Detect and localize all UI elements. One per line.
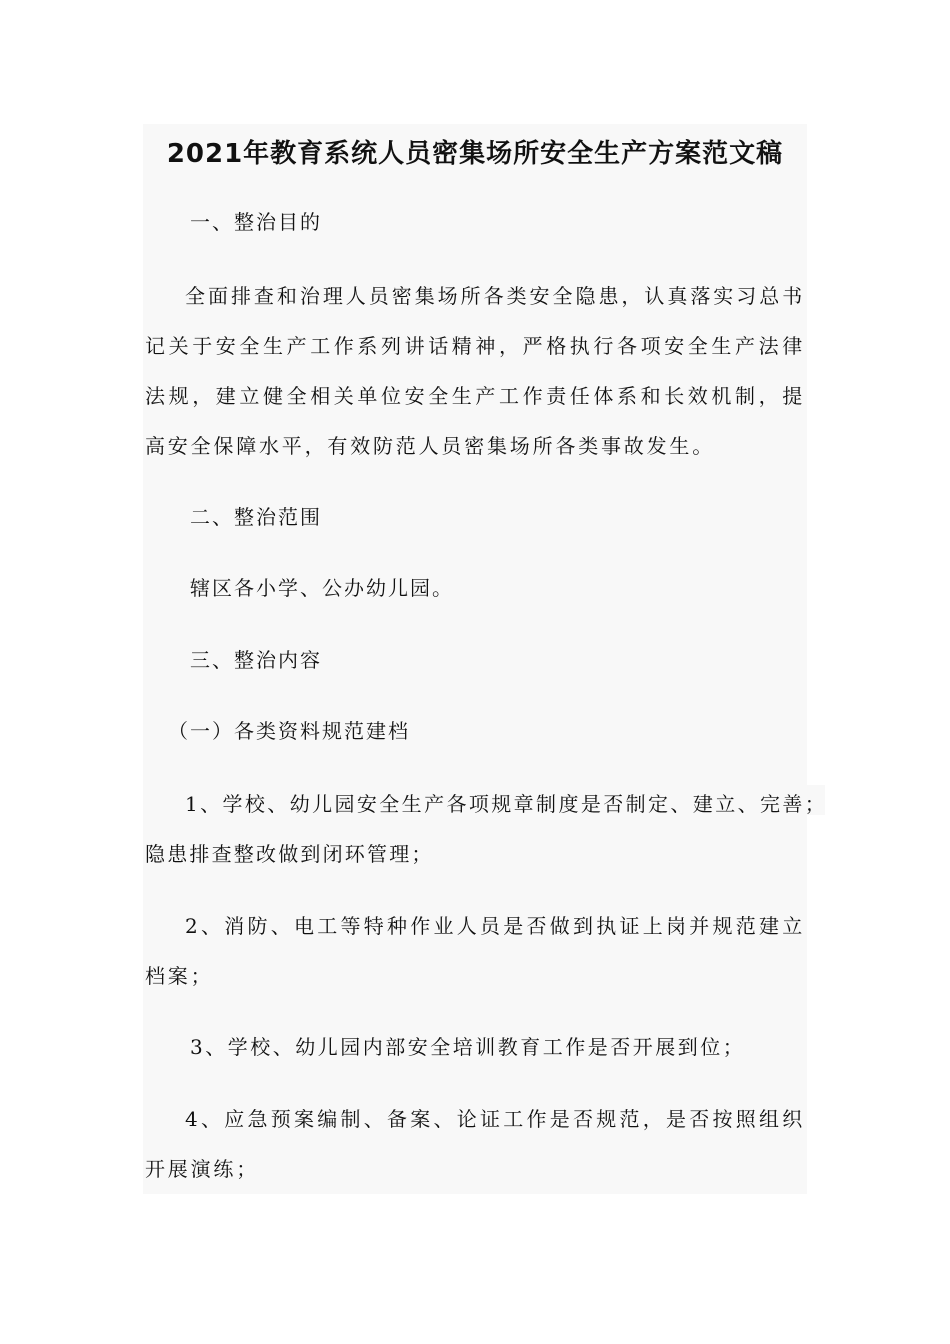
list-item-4: 4、应急预案编制、备案、论证工作是否规范，是否按照组织开展演练；: [145, 1107, 805, 1181]
paragraph-purpose: 全面排查和治理人员密集场所各类安全隐患，认真落实习总书记关于安全生产工作系列讲话精神，严格执行各项安全生产法律法规，建立健全相关单位安全生产工作责任体系和长效机制，提高安全保障水平，有效防范人员密集场所各类事故发生。: [145, 284, 805, 458]
list-item-2: 2、消防、电工等特种作业人员是否做到执证上岗并规范建立档案；: [145, 914, 805, 988]
section-heading-1: 一、整治目的: [190, 210, 322, 234]
paragraph-scope: 辖区各小学、公办幼儿园。: [190, 576, 454, 600]
sub-heading-1: （一）各类资料规范建档: [168, 719, 410, 743]
document-title: 2021年教育系统人员密集场所安全生产方案范文稿: [166, 139, 784, 169]
section-heading-2: 二、整治范围: [190, 505, 322, 529]
list-item-3: 3、学校、幼儿园内部安全培训教育工作是否开展到位；: [190, 1035, 746, 1059]
list-item-1: 1、学校、幼儿园安全生产各项规章制度是否制定、建立、完善；隐患排查整改做到闭环管理；: [145, 792, 827, 866]
section-heading-3: 三、整治内容: [190, 648, 322, 672]
